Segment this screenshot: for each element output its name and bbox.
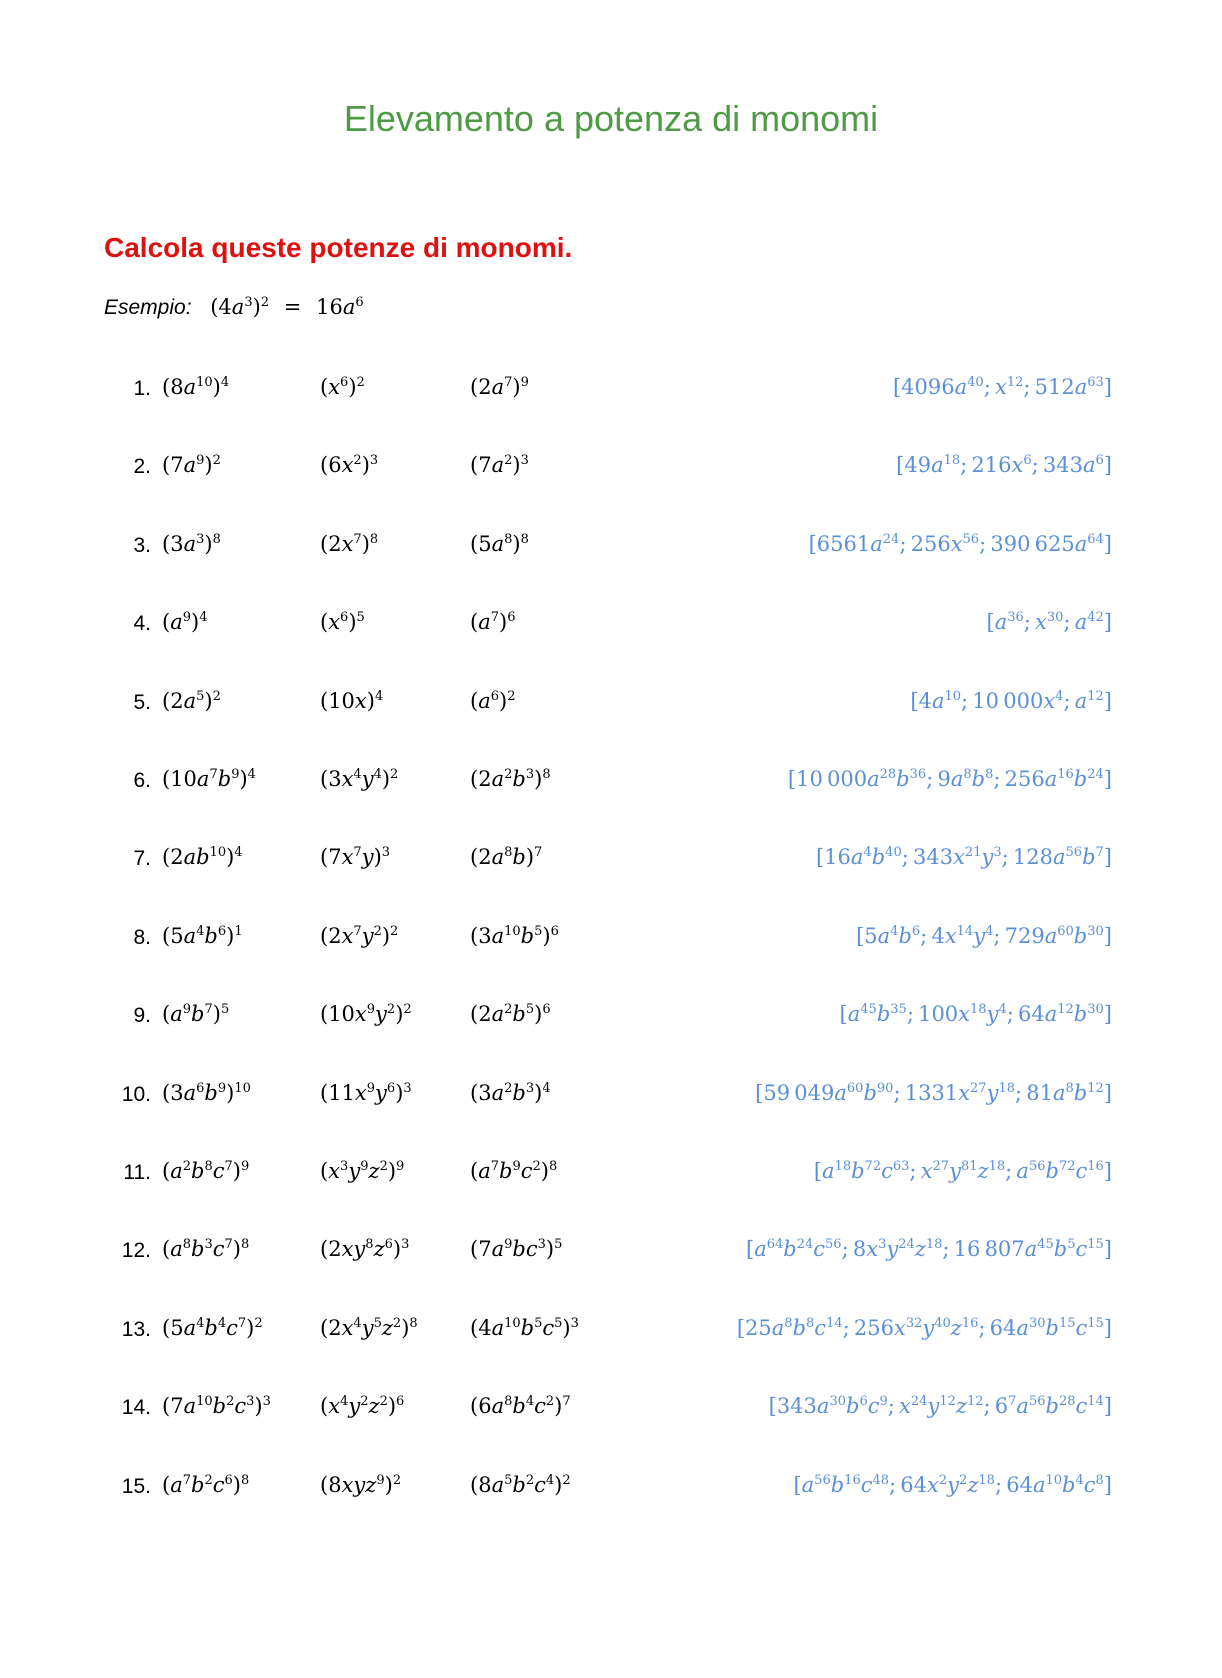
exercise-expression-3: $(2a^2b^5)^6$ xyxy=(470,1002,551,1027)
exercise-expression-1: $(3a^3)^8$ xyxy=(162,531,221,556)
exercise-expression-1: $(a^7b^2c^6)^8$ xyxy=(162,1472,250,1497)
exercise-answer: [$a^{36}$; $x^{30}$; $a^{42}$] xyxy=(986,610,1112,635)
exercise-expression-2: $(3x^4y^4)^2$ xyxy=(320,767,399,791)
exercise-row xyxy=(0,689,1222,729)
exercise-expression-2: $(2x^7y^2)^2$ xyxy=(320,923,399,948)
exercise-row xyxy=(0,453,1222,493)
exercise-expression-1: $(a^2b^8c^7)^9$ xyxy=(162,1159,250,1183)
exercise-expression-1: $(a^9b^7)^5$ xyxy=(162,1002,230,1027)
exercise-expression-3: $(a^7)^6$ xyxy=(470,610,516,635)
exercise-number: 11. xyxy=(123,1161,151,1184)
exercise-answer: [$4096a^{40}$; $x^{12}$; $512a^{63}$] xyxy=(892,375,1112,399)
exercise-row xyxy=(0,532,1222,572)
exercise-expression-2: $(2xy^8z^6)^3$ xyxy=(320,1237,410,1262)
exercise-answer: [$a^{18}b^{72}c^{63}$; $x^{27}y^{81}z^{18}$; $a^{56}b^{72}c^{16}$] xyxy=(813,1159,1112,1183)
exercise-row xyxy=(0,1316,1222,1356)
exercise-expression-2: $(x^6)^5$ xyxy=(320,610,365,635)
section-heading: Calcola queste potenze di monomi. xyxy=(104,232,573,263)
exercise-row xyxy=(0,1002,1222,1042)
exercise-expression-3: $(a^6)^2$ xyxy=(470,688,516,713)
exercise-answer: [10 $000a^{28}b^{36}$; $9a^8b^8$; $256a^{16}b^{24}$] xyxy=(787,767,1112,791)
exercise-answer: [$25a^8b^8c^{14}$; $256x^{32}y^{40}z^{16}$; $64a^{30}b^{15}c^{15}$] xyxy=(736,1315,1112,1340)
exercise-expression-2: $(8xyz^9)^2$ xyxy=(320,1472,402,1497)
exercise-expression-3: $(6a^8b^4c^2)^7$ xyxy=(470,1394,571,1419)
exercise-row xyxy=(0,610,1222,650)
exercise-number: 15. xyxy=(121,1474,151,1498)
exercise-expression-1: $(a^9)^4$ xyxy=(162,610,208,635)
exercise-row xyxy=(0,1237,1222,1277)
exercise-expression-3: $(2a^2b^3)^8$ xyxy=(470,767,551,791)
exercise-expression-2: $(2x^4y^5z^2)^8$ xyxy=(320,1315,418,1340)
exercise-expression-1: $(2a^5)^2$ xyxy=(162,688,221,713)
exercise-expression-3: $(4a^{10}b^5c^5)^3$ xyxy=(470,1315,579,1340)
exercise-expression-2: $(7x^7y)^3$ xyxy=(320,845,391,870)
exercise-answer: [$5a^4b^6$; $4x^{14}y^4$; $729a^{60}b^{30}$] xyxy=(856,923,1112,948)
exercise-row xyxy=(0,1473,1222,1513)
exercise-expression-3: $(3a^{10}b^5)^6$ xyxy=(470,923,559,948)
exercise-row xyxy=(0,924,1222,964)
exercise-expression-2: $(x^6)^2$ xyxy=(320,375,365,399)
exercise-answer: [59 $049a^{60}b^{90}$; $1331x^{27}y^{18}$; $81a^8b^{12}$] xyxy=(755,1080,1112,1105)
exercise-expression-2: $(2x^7)^8$ xyxy=(320,531,379,556)
exercise-answer: [$16a^4b^{40}$; $343x^{21}y^3$; $128a^{56}b^7$] xyxy=(815,845,1112,870)
exercise-expression-3: $(2a^7)^9$ xyxy=(470,375,529,399)
exercise-number: 4. xyxy=(133,612,151,636)
exercise-expression-3: $(3a^2b^3)^4$ xyxy=(470,1080,551,1105)
exercise-expression-2: $(x^4y^2z^2)^6$ xyxy=(320,1394,405,1419)
exercise-row xyxy=(0,1394,1222,1434)
exercise-expression-3: $(8a^5b^2c^4)^2$ xyxy=(470,1472,571,1497)
exercise-answer: [$a^{64}b^{24}c^{56}$; $8x^3y^{24}z^{18}$; 16 $807a^{45}b^5c^{15}$] xyxy=(745,1237,1112,1262)
exercise-answer: [$a^{56}b^{16}c^{48}$; $64x^2y^2z^{18}$; $64a^{10}b^4c^8$] xyxy=(793,1472,1112,1497)
exercise-number: 12. xyxy=(121,1239,151,1263)
exercise-row xyxy=(0,1159,1222,1199)
exercise-answer: [$343a^{30}b^6c^9$; $x^{24}y^{12}z^{12}$; $6^7a^{56}b^{28}c^{14}$] xyxy=(768,1394,1112,1419)
exercise-row xyxy=(0,375,1222,415)
exercise-expression-1: $(5a^4b^4c^7)^2$ xyxy=(162,1315,263,1340)
exercise-number: 7. xyxy=(133,847,151,871)
example-expression: $(4a^3)^2$ = $16a^6$ xyxy=(210,295,364,319)
exercise-row xyxy=(0,1081,1222,1121)
exercise-expression-2: $(10x)^4$ xyxy=(320,688,384,713)
exercise-answer: [$4a^{10}$; 10 $000x^4$; $a^{12}$] xyxy=(910,688,1112,713)
exercise-expression-1: $(3a^6b^9)^{10}$ xyxy=(162,1080,251,1105)
exercise-expression-1: $(7a^9)^2$ xyxy=(162,453,221,478)
page-title: Elevamento a potenza di monomi xyxy=(343,98,879,139)
exercise-expression-1: $(2ab^{10})^4$ xyxy=(162,845,243,870)
exercise-number: 2. xyxy=(133,455,151,479)
exercise-number: 5. xyxy=(133,690,151,714)
exercise-row xyxy=(0,845,1222,885)
exercise-number: 10. xyxy=(121,1082,151,1106)
exercise-expression-3: $(7a^2)^3$ xyxy=(470,453,529,478)
exercise-expression-3: $(5a^8)^8$ xyxy=(470,531,529,556)
exercise-answer: [$a^{45}b^{35}$; $100x^{18}y^4$; $64a^{12}b^{30}$] xyxy=(839,1002,1112,1027)
exercise-expression-1: $(a^8b^3c^7)^8$ xyxy=(162,1237,250,1262)
exercise-expression-2: $(11x^9y^6)^3$ xyxy=(320,1080,412,1105)
exercise-expression-1: $(7a^{10}b^2c^3)^3$ xyxy=(162,1394,271,1419)
example xyxy=(104,295,364,320)
exercise-expression-2: $(10x^9y^2)^2$ xyxy=(320,1002,412,1027)
exercise-number: 13. xyxy=(121,1317,151,1341)
exercise-number: 6. xyxy=(133,769,151,792)
exercise-expression-3: $(2a^8b)^7$ xyxy=(470,845,543,870)
exercise-expression-1: $(5a^4b^6)^1$ xyxy=(162,923,243,948)
exercise-expression-3: $(7a^9bc^3)^5$ xyxy=(470,1237,563,1262)
exercise-number: 14. xyxy=(121,1396,151,1420)
exercise-expression-1: $(10a^7b^9)^4$ xyxy=(162,767,256,791)
exercise-answer: [$6561a^{24}$; $256x^{56}$; 390 $625a^{64}$] xyxy=(808,531,1112,556)
exercise-expression-2: $(6x^2)^3$ xyxy=(320,453,379,478)
exercise-number: 8. xyxy=(133,925,151,949)
exercise-row xyxy=(0,767,1222,807)
exercise-answer: [$49a^{18}$; $216x^6$; $343a^6$] xyxy=(896,453,1112,478)
exercise-expression-1: $(8a^{10})^4$ xyxy=(162,375,230,399)
exercise-expression-3: $(a^7b^9c^2)^8$ xyxy=(470,1159,558,1183)
exercise-number: 1. xyxy=(133,377,151,400)
exercise-expression-2: $(x^3y^9z^2)^9$ xyxy=(320,1159,405,1183)
example-label: Esempio: xyxy=(104,296,192,319)
exercise-number: 3. xyxy=(133,533,151,557)
exercise-number: 9. xyxy=(133,1004,151,1028)
